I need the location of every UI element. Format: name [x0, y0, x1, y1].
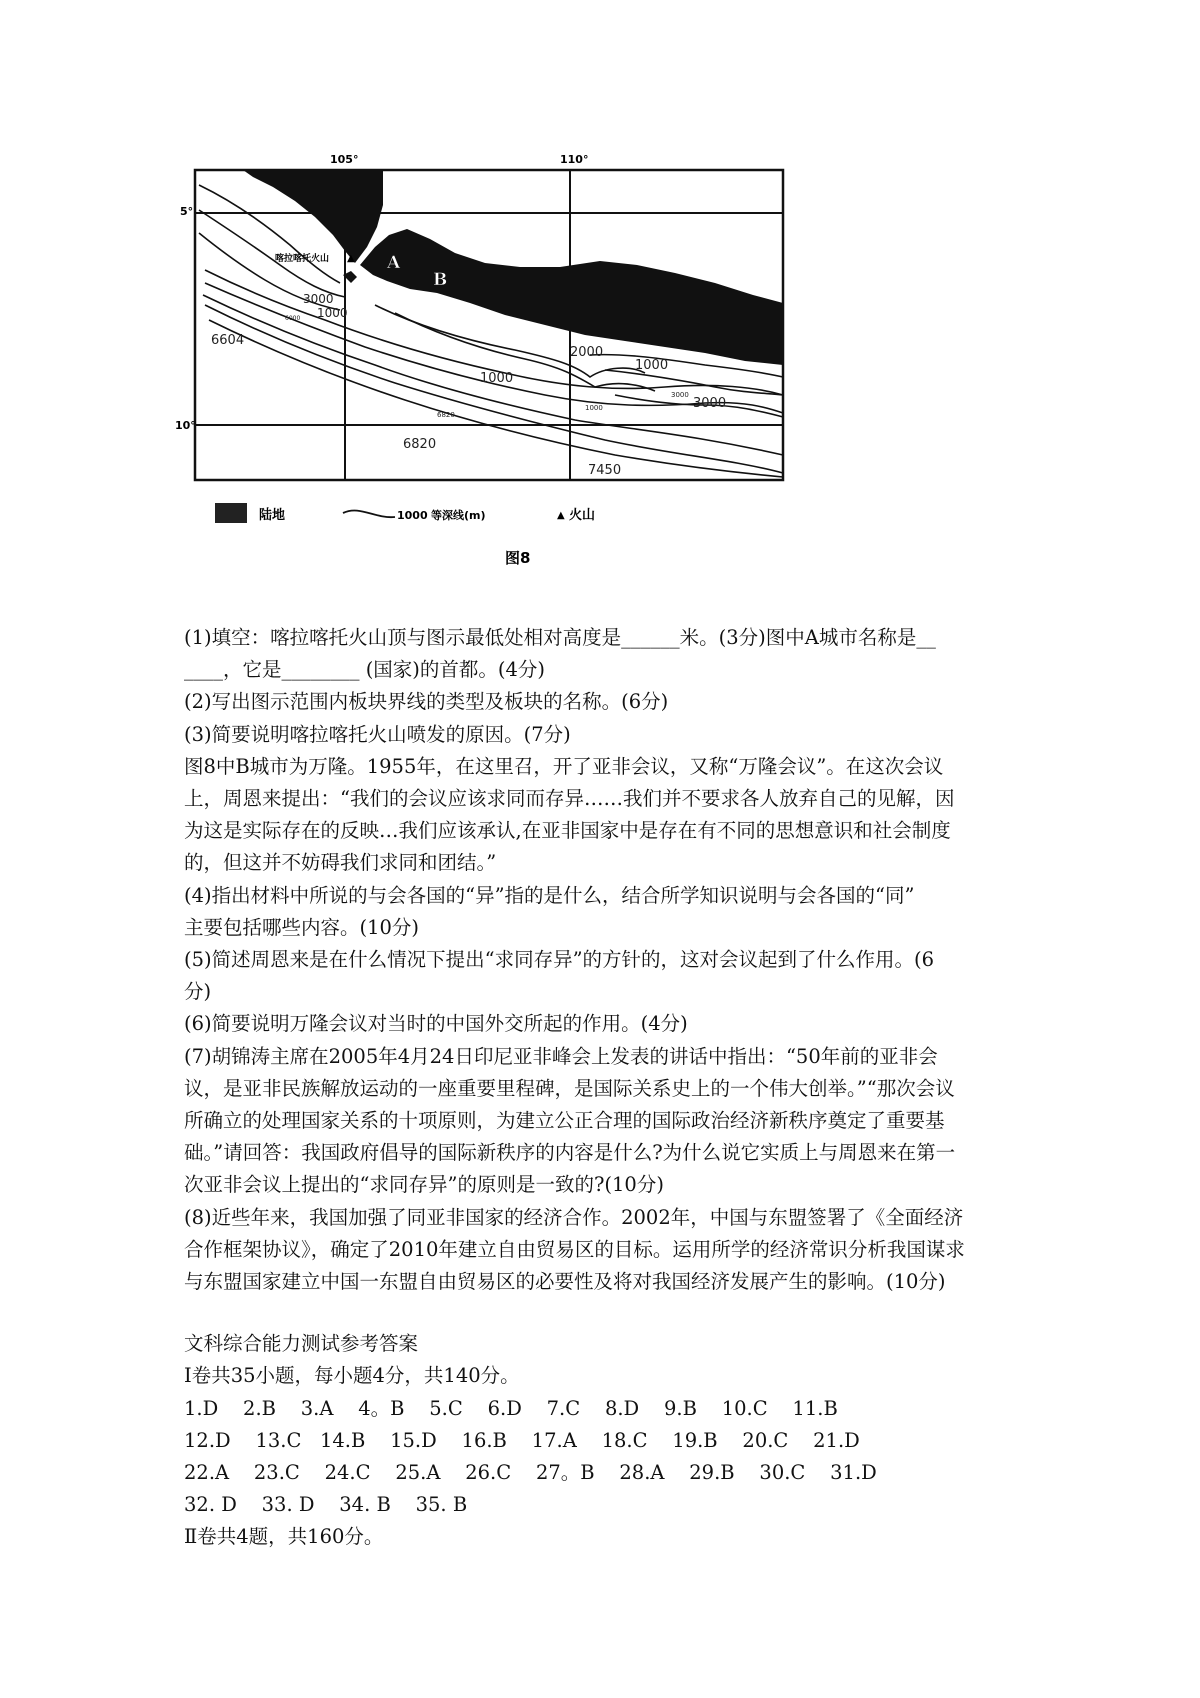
map-figure	[175, 155, 875, 595]
question-line: 次亚非会议上提出的“求同存异”的原则是一致的?(10分)	[184, 1173, 664, 1197]
depth-label: 2000	[570, 345, 604, 360]
lon-label-110: 110°	[560, 155, 589, 166]
question-line: (3)简要说明喀拉喀托火山喷发的原因。(7分)	[184, 722, 571, 746]
lat-label-10: 10°	[175, 419, 196, 432]
question-line: (1)填空：喀拉喀托火山顶与图示最低处相对高度是______米。(3分)图中A城市名称是__	[184, 626, 936, 649]
question-line: ____，它是________ (国家)的首都。(4分)	[184, 658, 546, 682]
answers-section-2: Ⅱ卷共4题，共160分。	[184, 1525, 384, 1549]
answers-row: 32. D 33. D 34. B 35. B	[184, 1493, 468, 1517]
lat-label-5: 5°	[180, 205, 194, 218]
depth-label: 3000	[303, 292, 334, 306]
depth-label: 1000	[317, 306, 348, 320]
depth-label: 6000	[285, 315, 301, 322]
question-line: 议，是亚非民族解放运动的一座重要里程碑，是国际关系史上的一个伟大创举。”“那次会议	[184, 1076, 955, 1100]
answers-row: 12.D 13.C 14.B 15.D 16.B 17.A 18.C 19.B 20.C 21.D	[184, 1428, 860, 1452]
question-line: 上，周恩来提出：“我们的会议应该求同而存异……我们并不要求各人放弃自己的见解，因	[184, 787, 955, 811]
volcano-marker-icon: ▲	[347, 253, 355, 264]
depth-label: 6820	[403, 437, 437, 452]
question-line: 图8中B城市为万隆。1955年，在这里召，开了亚非会议，又称“万隆会议”。在这次会议	[184, 754, 944, 778]
land-sumatra	[243, 170, 383, 263]
lon-label-105: 105°	[330, 155, 359, 166]
answers-row: 1.D 2.B 3.A 4。B 5.C 6.D 7.C 8.D 9.B 10.C 11.B	[184, 1396, 838, 1420]
question-line: 合作框架协议》，确定了2010年建立自由贸易区的目标。运用所学的经济常识分析我国谋求	[184, 1237, 965, 1261]
section-gap	[184, 1298, 1034, 1328]
depth-label: 6604	[211, 333, 245, 348]
question-text	[184, 622, 1034, 1554]
question-line: (4)指出材料中所说的与会各国的“异”指的是什么，结合所学知识说明与会各国的“同”	[184, 883, 915, 907]
depth-label: 3000	[671, 391, 689, 399]
legend-volcano-label: 火山	[569, 508, 596, 523]
depth-label: 6820	[437, 411, 455, 419]
question-line: (6)简要说明万隆会议对当时的中国外交所起的作用。(4分)	[184, 1012, 688, 1036]
question-line: 分)	[184, 980, 212, 1004]
figure-caption: 图8	[505, 549, 531, 567]
city-a-label: A	[387, 253, 401, 273]
answers-section-1: Ⅰ卷共35小题，每小题4分，共140分。	[184, 1364, 520, 1388]
question-line: 础。”请回答：我国政府倡导的国际新秩序的内容是什么?为什么说它实质上与周恩来在第一	[184, 1141, 956, 1165]
question-line: (2)写出图示范围内板块界线的类型及板块的名称。(6分)	[184, 690, 669, 714]
question-line: 与东盟国家建立中国一东盟自由贸易区的必要性及将对我国经济发展产生的影响。(10分)	[184, 1270, 946, 1294]
legend-contour-line	[343, 511, 395, 518]
city-b-label: B	[433, 270, 448, 290]
legend-land-swatch	[215, 503, 247, 523]
question-line: (7)胡锦涛主席在2005年4月24日印尼亚非峰会上发表的讲话中指出：“50年前的亚非会	[184, 1044, 938, 1068]
depth-label: 1000	[635, 358, 669, 373]
question-line: 所确立的处理国家关系的十项原则，为建立公正合理的国际政治经济新秩序奠定了重要基	[184, 1109, 945, 1133]
volcano-label: 喀拉喀托火山	[275, 254, 330, 264]
depth-label: 1000	[585, 404, 603, 412]
question-line: 的，但这并不妨碍我们求同和团结。”	[184, 851, 497, 875]
depth-label: 1000	[480, 371, 514, 386]
question-line: (5)简述周恩来是在什么情况下提出“求同存异”的方针的，这对会议起到了什么作用。(6	[184, 948, 935, 972]
answers-title: 文科综合能力测试参考答案	[184, 1332, 419, 1356]
question-line: 主要包括哪些内容。(10分)	[184, 915, 420, 939]
legend-land-label: 陆地	[259, 508, 286, 523]
depth-label: 7450	[588, 463, 622, 478]
legend-contour-label: 等深线(m)	[431, 509, 486, 522]
depth-label: 3000	[693, 396, 727, 411]
answers-row: 22.A 23.C 24.C 25.A 26.C 27。B 28.A 29.B 30.C 31.D	[184, 1461, 877, 1485]
legend-volcano-icon: ▲	[557, 510, 565, 521]
legend-contour-value: 1000	[397, 509, 428, 522]
question-line: 为这是实际存在的反映…我们应该承认,在亚非国家中是存在有不同的思想意识和社会制度	[184, 819, 951, 843]
question-line: (8)近些年来，我国加强了同亚非国家的经济合作。2002年，中国与东盟签署了《全面经济	[184, 1205, 964, 1229]
